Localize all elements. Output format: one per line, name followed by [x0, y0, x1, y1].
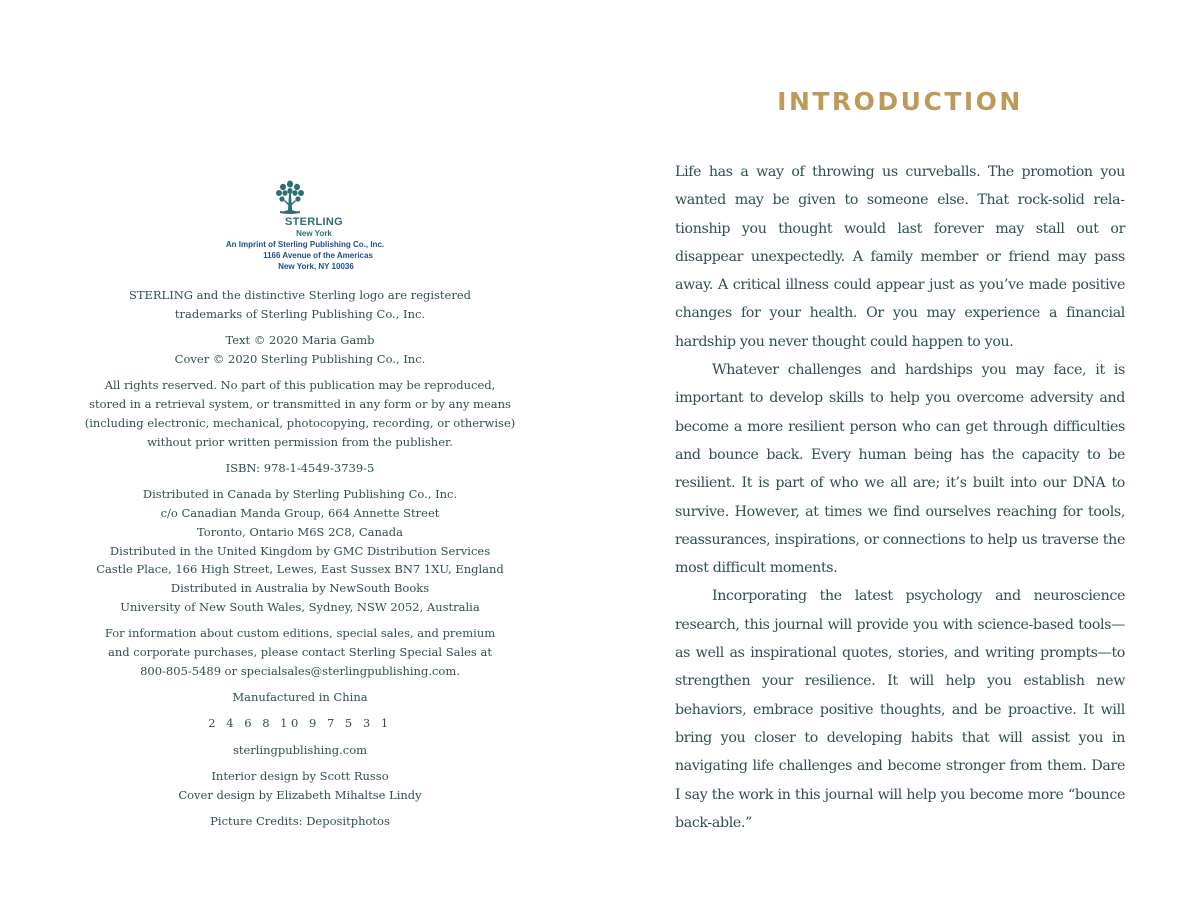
- text-line: For information about custom editions, special sales, and premium: [104, 626, 496, 641]
- text-line: Distributed in the United Kingdom by GMC Distribution Services: [109, 543, 491, 558]
- distribution-info: [40, 485, 560, 617]
- text-line: without prior written permission from the publisher.: [147, 434, 453, 449]
- text-line: and corporate purchases, please contact Sterling Special Sales at: [108, 645, 492, 660]
- text-line: Cover © 2020 Sterling Publishing Co., Inc.: [174, 351, 426, 366]
- text-line: STERLING and the distinctive Sterling logo are registered: [128, 288, 472, 302]
- text-line: ISBN: 978-1-4549-3739-5: [225, 460, 375, 475]
- text-line: Distributed in Canada by Sterling Publishing Co., Inc.: [142, 487, 458, 502]
- text-line: Distributed in Australia by NewSouth Books: [170, 581, 430, 596]
- text-line: trademarks of Sterling Publishing Co., Inc.: [174, 306, 426, 321]
- text-line: All rights reserved. No part of this publication may be reproduced,: [104, 378, 496, 393]
- page-title: INTRODUCTION: [777, 87, 1023, 116]
- copyright-notice: [40, 331, 560, 369]
- copyright-text: [40, 286, 560, 838]
- logo-city: New York: [296, 229, 332, 238]
- isbn: [40, 459, 560, 478]
- picture-credits: [40, 812, 560, 831]
- text-line: 800-805-5489 or specialsales@sterlingpublishing.com.: [140, 663, 460, 678]
- paragraph: Life has a way of throwing us curveballs. The promotion you wanted may be given to someone else. That rock-solid relationship you thought would last forever may stall out or disappear unexpectedly. A family member or friend may pass away. A critical illness could appear just as you’ve made positive changes for your health. Or you may experience a financial hardship you never thought could happen to you.: [675, 164, 1125, 350]
- imprint-line: An Imprint of Sterling Publishing Co., Inc.: [225, 240, 385, 249]
- design-credits: [40, 767, 560, 805]
- text-line: Interior design by Scott Russo: [211, 769, 389, 784]
- intro-body: [675, 158, 1125, 837]
- text-line: Castle Place, 166 High Street, Lewes, East Sussex BN7 1XU, England: [96, 562, 504, 577]
- text-line: (including electronic, mechanical, photocopying, recording, or otherwise): [84, 415, 516, 430]
- text-line: c/o Canadian Manda Group, 664 Annette Street: [160, 505, 440, 520]
- text-line: stored in a retrieval system, or transmitted in any form or by any means: [89, 396, 511, 411]
- text-line: Toronto, Ontario M6S 2C8, Canada: [197, 524, 403, 539]
- printing-line: [40, 714, 560, 733]
- imprint-line: 1166 Avenue of the Americas: [263, 251, 373, 260]
- rights-notice: [40, 376, 560, 451]
- imprint-line: New York, NY 10036: [278, 262, 354, 271]
- text-line: Picture Credits: Depositphotos: [210, 814, 390, 829]
- text-line: Text © 2020 Maria Gamb: [225, 333, 375, 348]
- paragraph: Incorporating the latest psychology and neuroscience research, this journal will provide you with science-based tools—as well as inspirational quotes, stories, and writing prompts—to strengthen your resilience. It will help you establish new behaviors, embrace positive thoughts, and be proactive. It will bring you closer to developing habits that will assist you in navigating life challenges and become stronger from them. Dare I say the work in this journal will help you become more “bounce back-able.”: [675, 588, 1125, 831]
- text-line: 2 4 6 8 10 9 7 5 3 1: [208, 716, 392, 731]
- text-line: University of New South Wales, Sydney, NSW 2052, Australia: [120, 599, 480, 614]
- tree-logo-icon: [273, 180, 307, 216]
- logo-name: STERLING: [284, 216, 343, 228]
- introduction-page: [600, 0, 1200, 900]
- paragraph: Whatever challenges and hardships you may face, it is important to develop skills to help you overcome adversity and become a more resilient person who can get through difficulties and bounce back. Every human being has the capacity to be resilient. It is part of who we all are; it’s built into our DNA to survive. However, at times we find ourselves reaching for tools, reassurances, inspirations, or connections to help us traverse the most difficult moments.: [675, 362, 1125, 577]
- text-line: Manufactured in China: [232, 690, 368, 705]
- text-line: sterlingpublishing.com: [232, 742, 368, 757]
- text-line: Cover design by Elizabeth Mihaltse Lindy: [178, 787, 422, 802]
- publisher-logo: [200, 180, 400, 238]
- website: [40, 741, 560, 760]
- special-sales-info: [40, 624, 560, 680]
- manufactured-in: [40, 688, 560, 707]
- imprint-address: [170, 239, 430, 272]
- trademark-notice: [40, 286, 560, 324]
